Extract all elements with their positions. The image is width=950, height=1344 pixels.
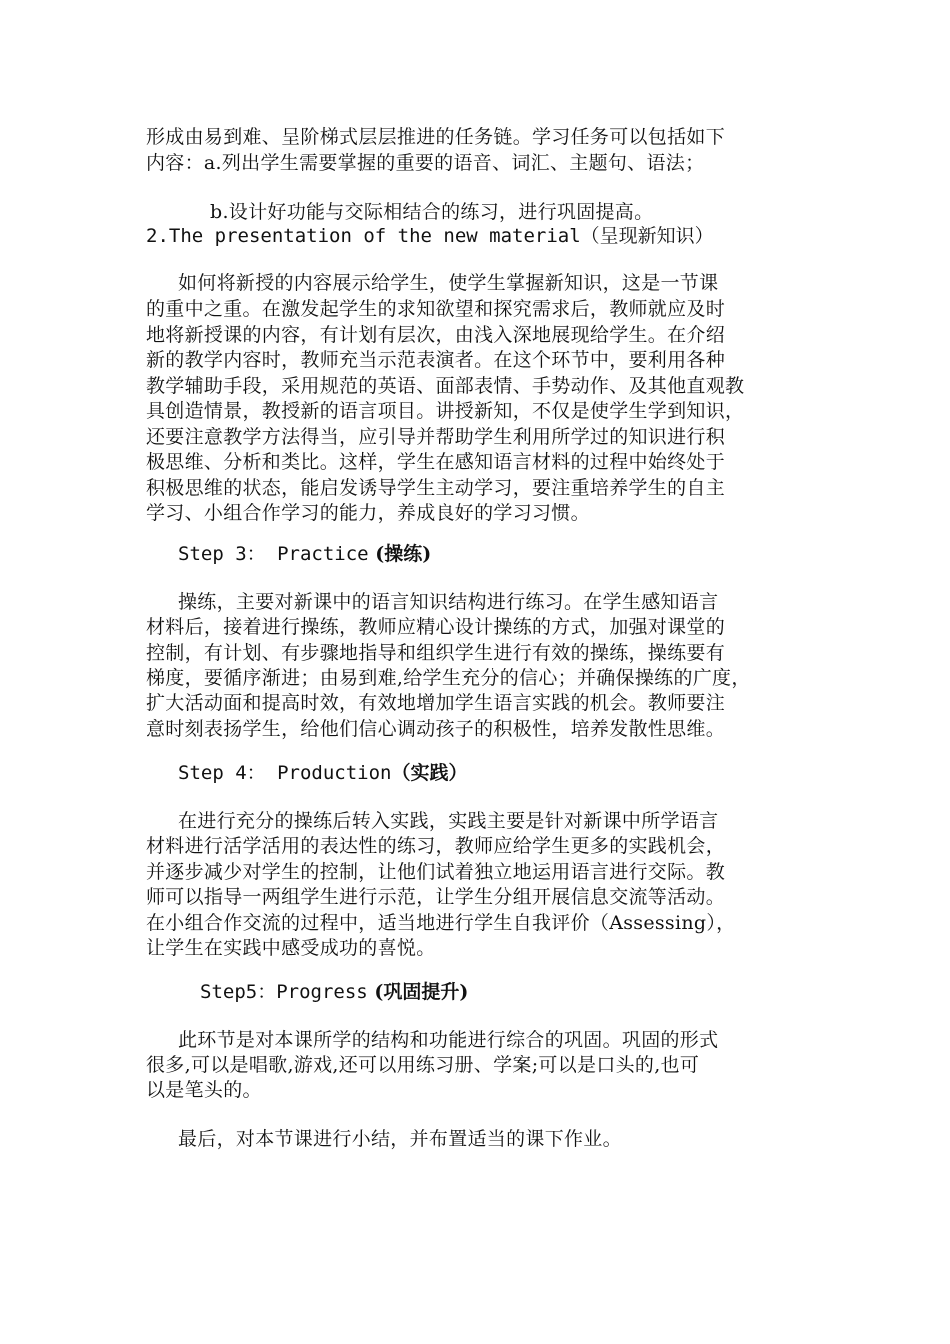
paragraph-line: 新的教学内容时，教师充当示范表演者。在这个环节中，要利用各种 — [146, 349, 726, 371]
step5-heading — [200, 979, 468, 1005]
paragraph-line: 积极思维的状态，能启发诱导学生主动学习，要注重培养学生的自主 — [146, 477, 726, 499]
paragraph-line: 很多,可以是唱歌,游戏,还可以用练习册、学案;可以是口头的,也可 — [146, 1054, 700, 1076]
paragraph-line: 意时刻表扬学生，给他们信心调动孩子的积极性，培养发散性思维。 — [146, 718, 726, 740]
paragraph-line: 并逐步减少对学生的控制，让他们试着独立地运用语言进行交际。教 — [146, 861, 726, 883]
paragraph-line: 在进行充分的操练后转入实践，实践主要是针对新课中所学语言 — [178, 810, 719, 832]
step3-heading — [178, 541, 431, 567]
paragraph-line: 地将新授课的内容，有计划有层次，由浅入深地展现给学生。在介绍 — [146, 324, 726, 346]
paragraph-line: 让学生在实践中感受成功的喜悦。 — [146, 937, 436, 959]
paragraph-line: 形成由易到难、呈阶梯式层层推进的任务链。学习任务可以包括如下 — [146, 126, 726, 148]
paragraph-line: b.设计好功能与交际相结合的练习，进行巩固提高。 — [210, 201, 654, 223]
step5-heading-en: Step5：Progress — [200, 981, 368, 1003]
paragraph-line: 材料后，接着进行操练，教师应精心设计操练的方式，加强对课堂的 — [146, 616, 726, 638]
paragraph-line: 此环节是对本课所学的结构和功能进行综合的巩固。巩固的形式 — [178, 1029, 719, 1051]
paragraph-line: 师可以指导一两组学生进行示范，让学生分组开展信息交流等活动。 — [146, 886, 726, 908]
paragraph-line: 学习、小组合作学习的能力，养成良好的学习习惯。 — [146, 502, 590, 524]
step4-heading-en: Step 4： Production — [178, 762, 392, 784]
step5-heading-zh: (巩固提升) — [367, 981, 469, 1003]
paragraph-line: 最后，对本节课进行小结，并布置适当的课下作业。 — [178, 1128, 622, 1150]
paragraph-line: 梯度，要循序渐进；由易到难,给学生充分的信心；并确保操练的广度， — [146, 667, 751, 689]
paragraph-line: 以是笔头的。 — [146, 1079, 262, 1101]
step3-heading-zh: (操练) — [368, 543, 432, 565]
step3-heading-en: Step 3： Practice — [178, 543, 369, 565]
step4-heading — [178, 760, 467, 786]
paragraph-line: 内容：a.列出学生需要掌握的重要的语音、词汇、主题句、语法； — [146, 152, 705, 174]
paragraph-line: 还要注意教学方法得当，应引导并帮助学生利用所学过的知识进行积 — [146, 426, 726, 448]
step4-heading-zh: （实践） — [391, 762, 468, 784]
paragraph-line: 的重中之重。在激发起学生的求知欲望和探究需求后，教师就应及时 — [146, 298, 726, 320]
paragraph-line: 控制，有计划、有步骤地指导和组织学生进行有效的操练，操练要有 — [146, 642, 726, 664]
paragraph-line: 极思维、分析和类比。这样，学生在感知语言材料的过程中始终处于 — [146, 451, 726, 473]
paragraph-line: 教学辅助手段，采用规范的英语、面部表情、手势动作、及其他直观教 — [146, 375, 745, 397]
paragraph-line: 具创造情景，教授新的语言项目。讲授新知，不仅是使学生学到知识， — [146, 400, 745, 422]
section-heading: 2.The presentation of the new material（呈现新知识） — [146, 225, 714, 247]
paragraph-line: 在小组合作交流的过程中，适当地进行学生自我评价（Assessing）， — [146, 912, 736, 934]
paragraph-line: 扩大活动面和提高时效，有效地增加学生语言实践的机会。教师要注 — [146, 692, 726, 714]
paragraph-line: 如何将新授的内容展示给学生，使学生掌握新知识，这是一节课 — [178, 272, 719, 294]
paragraph-line: 操练，主要对新课中的语言知识结构进行练习。在学生感知语言 — [178, 591, 719, 613]
paragraph-line: 材料进行活学活用的表达性的练习，教师应给学生更多的实践机会， — [146, 835, 726, 857]
